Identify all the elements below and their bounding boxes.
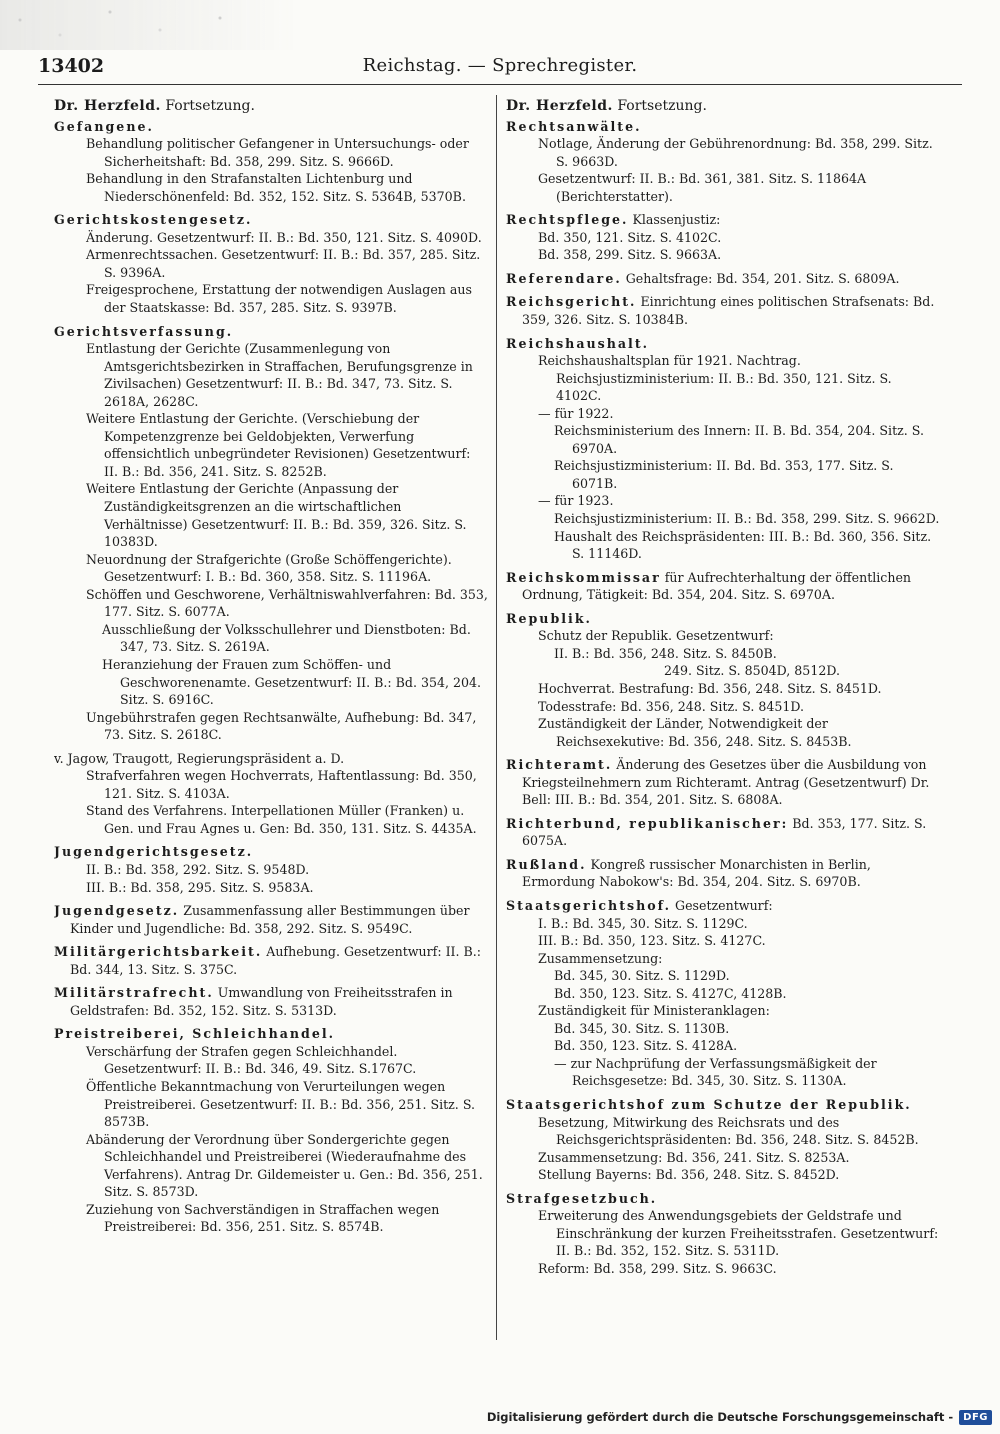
page-number: 13402 (38, 55, 105, 77)
entry-reference: Bd. 350, 121. Sitz. S. 4102C. (538, 229, 722, 245)
entry-reference: Reichsjustizministerium: II. Bd. Bd. 353, 177. Sitz. S. 6071B. (554, 458, 894, 491)
entry-reference: Freigesprochene, Erstattung der notwendigen Auslagen aus der Staatskasse: Bd. 357, 285. Sitz. S. 9397B. (86, 282, 472, 316)
entry-reference: Behandlung politischer Gefangener in Untersuchungs- oder Sicherheitshaft: Bd. 358, 299. Sitz. S. 9666D. (86, 136, 469, 169)
entry-keyword: Militärstrafrecht. (54, 985, 214, 1001)
register-entry (54, 118, 488, 206)
speaker-name: Dr. Herzfeld. (506, 98, 613, 114)
scan-speckle (0, 0, 300, 50)
entry-subheading: — für 1923. (538, 493, 614, 509)
entry-subheading: Zusammensetzung: (538, 950, 663, 966)
entry-reference: Schutz der Republik. Gesetzentwurf: (538, 628, 774, 644)
left-column (54, 98, 488, 1370)
footer-text: Digitalisierung gefördert durch die Deutsche Forschungsgemeinschaft - (486, 1410, 954, 1424)
entry-keyword: Rußland. (506, 856, 587, 872)
register-entry (506, 610, 940, 750)
entry-keyword: Strafgesetzbuch. (506, 1190, 658, 1206)
entry-keyword: Reichshaushalt. (506, 335, 650, 351)
entry-reference: Bd. 345, 30. Sitz. S. 1129D. (554, 968, 730, 984)
register-entry (54, 902, 488, 937)
entry-reference: Notlage, Änderung der Gebührenordnung: Bd. 358, 299. Sitz. S. 9663D. (538, 136, 933, 169)
entry-keyword: Gefangene. (54, 118, 154, 134)
right-column (506, 98, 940, 1370)
register-entry (54, 843, 488, 896)
entry-subheading: Gesetzentwurf: (675, 897, 773, 913)
entry-reference: Stand des Verfahrens. Interpellationen Müller (Franken) u. Gen. und Frau Agnes u. Gen: Bd. 350, 131. Sitz. S. 4435A. (86, 803, 477, 836)
entry-reference: Zuständigkeit der Länder, Notwendigkeit der Reichsexekutive: Bd. 356, 248. Sitz. S. 8453B. (538, 716, 852, 749)
entry-reference: Zuziehung von Sachverständigen in Straffachen wegen Preistreiberei: Bd. 356, 251. Sitz. S. 8574B. (86, 1201, 440, 1235)
entry-keyword: Staatsgerichtshof zum Schutze der Republik. (506, 1096, 912, 1112)
entry-reference: Weitere Entlastung der Gerichte (Anpassung der Zuständigkeitsgrenzen an die wirtschaftlichen Verhältnisse) Gesetzentwurf: II. B.: Bd. 359, 326. Sitz. S. 10383D. (86, 481, 467, 550)
header-rule (38, 84, 962, 85)
digitization-footer (487, 1406, 992, 1428)
entry-keyword: Rechtsanwälte. (506, 118, 642, 134)
entry-reference: Todesstrafe: Bd. 356, 248. Sitz. S. 8451D. (538, 698, 805, 714)
entry-subheading: Klassenjustiz: (632, 212, 721, 228)
entry-reference: II. B.: Bd. 358, 292. Sitz. S. 9548D. (86, 861, 310, 877)
entry-reference: Umwandlung von Freiheitsstrafen in Geldstrafen: Bd. 352, 152. Sitz. S. 5313D. (70, 985, 453, 1018)
register-entry (506, 756, 940, 809)
entry-reference: Weitere Entlastung der Gerichte. (Verschiebung der Kompetenzgrenze bei Geldobjekten, Verwerfung offensichtlich unbegründeter Revisionen) Gesetzentwurf: II. B.: Bd. 356, 241. Sitz. S. 8252B. (86, 411, 471, 479)
continuation-label: Fortsetzung. (617, 98, 707, 114)
entry-keyword: Staatsgerichtshof. (506, 897, 672, 913)
entry-keyword: Rechtspflege. (506, 212, 629, 228)
register-entry (506, 856, 940, 891)
entry-reference: Änderung. Gesetzentwurf: II. B.: Bd. 350, 121. Sitz. S. 4090D. (86, 229, 482, 245)
entry-keyword: Reichsgericht. (506, 294, 637, 310)
entry-reference: Reichshaushaltsplan für 1921. Nachtrag. Reichsjustizministerium: II. B.: Bd. 350, 121. Sitz. S. 4102C. (538, 353, 892, 404)
entry-keyword: v. Jagow, Traugott, Regierungspräsident a. D. (54, 750, 345, 766)
register-entry (506, 270, 940, 288)
entry-reference: — zur Nachprüfung der Verfassungsmäßigkeit der Reichsgesetze: Bd. 345, 30. Sitz. S. 1130A. (554, 1055, 877, 1089)
entry-reference: Hochverrat. Bestrafung: Bd. 356, 248. Sitz. S. 8451D. (538, 680, 882, 696)
entry-keyword: Jugendgerichtsgesetz. (54, 844, 254, 860)
entry-reference: Kongreß russischer Monarchisten in Berlin, Ermordung Nabokow's: Bd. 354, 204. Sitz. S. 6970B. (522, 856, 871, 890)
entry-keyword: Militärgerichtsbarkeit. (54, 944, 263, 960)
entry-reference: Bd. 358, 299. Sitz. S. 9663A. (538, 247, 722, 263)
entry-reference: Zusammensetzung: Bd. 356, 241. Sitz. S. 8253A. (538, 1149, 850, 1165)
speaker-name: Dr. Herzfeld. (54, 98, 161, 114)
entry-reference: Reform: Bd. 358, 299. Sitz. S. 9663C. (538, 1260, 777, 1276)
entry-keyword: Referendare. (506, 270, 622, 286)
entry-reference: Bd. 350, 123. Sitz. S. 4128A. (554, 1038, 738, 1054)
entry-reference: Abänderung der Verordnung über Sondergerichte gegen Schleichhandel und Preistreiberei (Wiederaufnahme des Verfahrens). Antrag Dr. Gildemeister u. Gen.: Bd. 356, 251. Sitz. S. 8573D. (86, 1131, 483, 1200)
register-entry (54, 750, 488, 838)
entry-reference: Reichsministerium des Innern: II. B. Bd. 354, 204. Sitz. S. 6970A. (554, 423, 924, 456)
entry-reference: Schöffen und Geschworene, Verhältniswahlverfahren: Bd. 353, 177. Sitz. S. 6077A. (86, 586, 488, 620)
entry-keyword: Reichskommissar (506, 569, 661, 585)
entry-reference: Besetzung, Mitwirkung des Reichsrats und des Reichsgerichtspräsidenten: Bd. 356, 248. Sitz. S. 8452B. (538, 1114, 919, 1148)
entry-subheading: — für 1922. (538, 405, 614, 421)
entry-reference: Behandlung in den Strafanstalten Lichtenburg und Niederschönenfeld: Bd. 352, 152. Sitz. S. 5364B, 5370B. (86, 171, 466, 204)
entry-reference: Reichsjustizministerium: II. B.: Bd. 358, 299. Sitz. S. 9662D. (554, 511, 940, 527)
dfg-logo: DFG (959, 1410, 992, 1425)
entry-reference: Neuordnung der Strafgerichte (Große Schöffengerichte). Gesetzentwurf: I. B.: Bd. 360, 358. Sitz. S. 11196A. (86, 551, 452, 585)
register-entry (506, 118, 940, 206)
entry-reference: III. B.: Bd. 358, 295. Sitz. S. 9583A. (86, 879, 314, 895)
entry-reference: Entlastung der Gerichte (Zusammenlegung von Amtsgerichtsbezirken in Straffachen, Berufungsgrenze in Zivilsachen) Gesetzentwurf: II. B.: Bd. 347, 73. Sitz. S. 2618A, 2628C. (86, 341, 473, 409)
entry-reference: Bd. 345, 30. Sitz. S. 1130B. (554, 1020, 730, 1036)
entry-reference: Einrichtung eines politischen Strafsenats: Bd. 359, 326. Sitz. S. 10384B. (522, 294, 935, 328)
entry-reference: Zusammenfassung aller Bestimmungen über Kinder und Jugendliche: Bd. 358, 292. Sitz. S. 9549C. (70, 903, 470, 936)
entry-reference: Bd. 353, 177. Sitz. S. 6075A. (522, 815, 927, 849)
entry-reference: Änderung des Gesetzes über die Ausbildung von Kriegsteilnehmern zum Richteramt. Antrag (Gesetzentwurf) Dr. Bell: III. B.: Bd. 354, 201. Sitz. S. 6808A. (522, 757, 930, 808)
register-entry (54, 943, 488, 978)
entry-reference: Erweiterung des Anwendungsgebiets der Geldstrafe und Einschränkung der kurzen Freiheitsstrafen. Gesetzentwurf: II. B.: Bd. 352, 152. Sitz. S. 5311D. (538, 1208, 939, 1259)
entry-reference: Armenrechtssachen. Gesetzentwurf: II. B.: Bd. 357, 285. Sitz. S. 9396A. (86, 247, 481, 280)
register-entry (506, 211, 940, 264)
speaker-heading (506, 98, 940, 116)
entry-keyword: Jugendgesetz. (54, 903, 180, 919)
entry-reference: für Aufrechterhaltung der öffentlichen Ordnung, Tätigkeit: Bd. 354, 204. Sitz. S. 6970A. (522, 569, 912, 603)
entry-reference: I. B.: Bd. 345, 30. Sitz. S. 1129C. (538, 915, 748, 931)
entry-reference: Stellung Bayerns: Bd. 356, 248. Sitz. S. 8452D. (538, 1167, 840, 1183)
entry-reference: Gesetzentwurf: II. B.: Bd. 361, 381. Sitz. S. 11864A (Berichterstatter). (538, 171, 867, 204)
entry-keyword: Preistreiberei, Schleichhandel. (54, 1026, 336, 1042)
register-entry (506, 335, 940, 563)
entry-reference: Öffentliche Bekanntmachung von Verurteilungen wegen Preistreiberei. Gesetzentwurf: II. B.: Bd. 356, 251. Sitz. S. 8573B. (86, 1078, 475, 1130)
register-entry (506, 293, 940, 328)
entry-reference: 249. Sitz. S. 8504D, 8512D. (664, 663, 840, 679)
entry-keyword: Gerichtskostengesetz. (54, 212, 253, 228)
register-entry (54, 1025, 488, 1236)
continuation-label: Fortsetzung. (165, 98, 255, 114)
entry-keyword: Republik. (506, 610, 592, 626)
running-title: Reichstag. — Sprechregister. (362, 55, 638, 76)
register-entry (54, 323, 488, 744)
entry-reference: Verschärfung der Strafen gegen Schleichhandel. Gesetzentwurf: II. B.: Bd. 346, 49. Sitz. S.1767C. (86, 1043, 417, 1077)
register-entry (506, 897, 940, 1090)
entry-reference: Ungebührstrafen gegen Rechtsanwälte, Aufhebung: Bd. 347, 73. Sitz. S. 2618C. (86, 709, 477, 743)
entry-subheading: Zuständigkeit für Ministeranklagen: (538, 1003, 770, 1019)
entry-reference: Aufhebung. Gesetzentwurf: II. B.: Bd. 344, 13. Sitz. S. 375C. (70, 944, 482, 977)
register-entry (506, 1096, 940, 1184)
register-entry (506, 815, 940, 850)
entry-keyword: Richteramt. (506, 757, 613, 773)
page-header (38, 55, 962, 81)
entry-reference: Gehaltsfrage: Bd. 354, 201. Sitz. S. 6809A. (625, 270, 900, 286)
register-entry (54, 984, 488, 1019)
entry-reference: Heranziehung der Frauen zum Schöffen- und Geschworenenamte. Gesetzentwurf: II. B.: Bd. 354, 204. Sitz. S. 6916C. (102, 656, 482, 708)
entry-keyword: Gerichtsverfassung. (54, 323, 234, 339)
entry-reference: II. B.: Bd. 356, 248. Sitz. S. 8450B. (554, 645, 777, 661)
entry-reference: Haushalt des Reichspräsidenten: III. B.: Bd. 360, 356. Sitz. S. 11146D. (554, 528, 932, 562)
column-divider (496, 95, 497, 1340)
speaker-heading (54, 98, 488, 116)
entry-reference: Bd. 350, 123. Sitz. S. 4127C, 4128B. (554, 985, 787, 1001)
register-entry (506, 1190, 940, 1278)
entry-reference: III. B.: Bd. 350, 123. Sitz. S. 4127C. (538, 933, 766, 949)
entry-keyword: Richterbund, republikanischer: (506, 815, 789, 831)
register-entry (54, 211, 488, 316)
entry-reference: Ausschließung der Volksschullehrer und Dienstboten: Bd. 347, 73. Sitz. S. 2619A. (102, 621, 471, 655)
register-entry (506, 569, 940, 604)
entry-reference: Strafverfahren wegen Hochverrats, Haftentlassung: Bd. 350, 121. Sitz. S. 4103A. (86, 768, 477, 801)
